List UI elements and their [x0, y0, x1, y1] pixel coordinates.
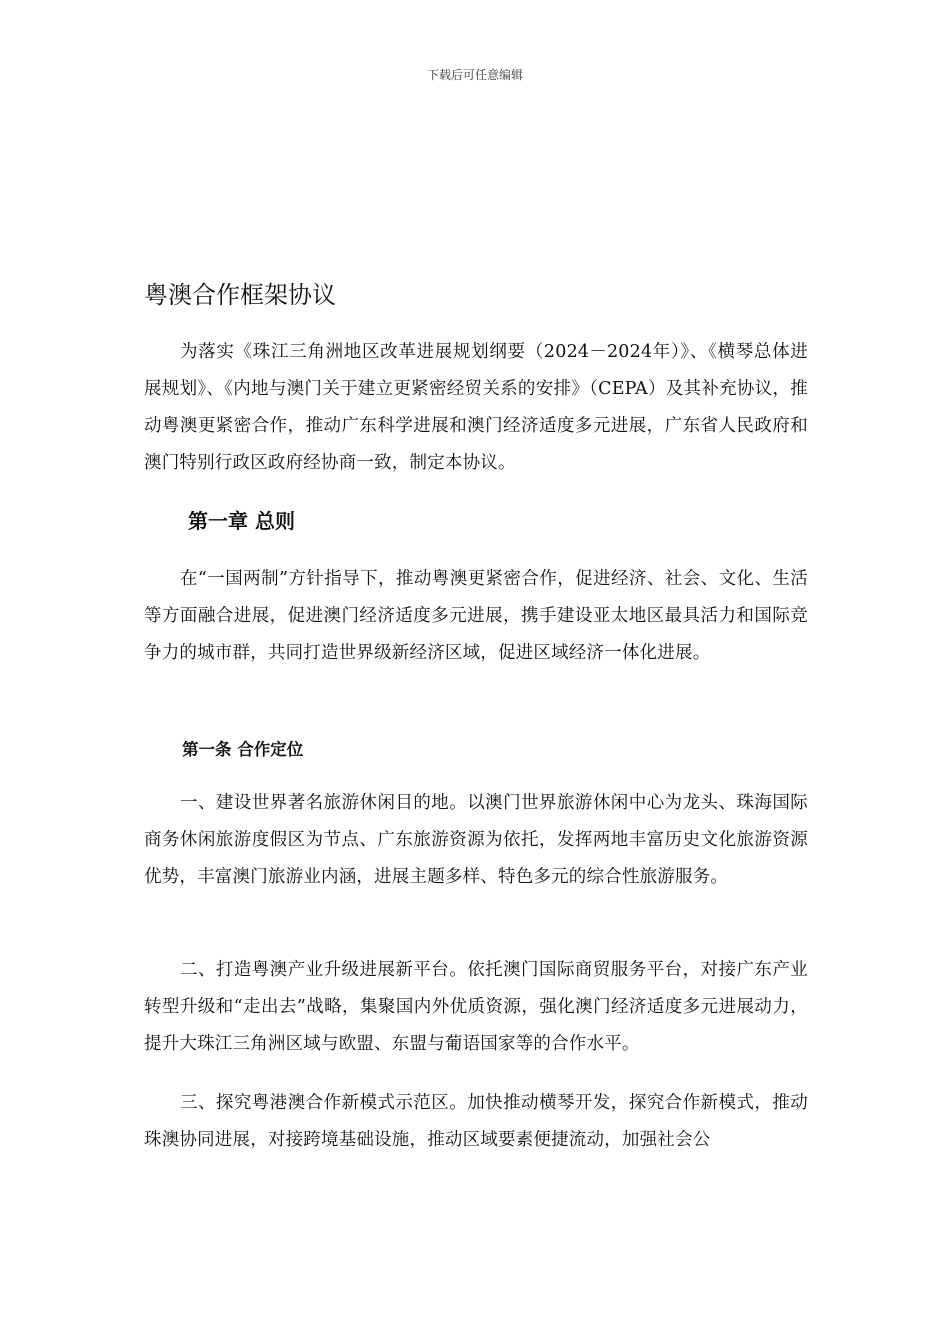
chapter-intro-paragraph: 在“一国两制”方针指导下，推动粤澳更紧密合作，促进经济、社会、文化、生活等方面融合进展，促进澳门经济适度多元进展，携手建设亚太地区最具活力和国际竞争力的城市群，共同打造世界级新经济区域，促进区域经济一体化进展。 — [144, 569, 808, 663]
document-title: 粤澳合作框架协议 — [144, 281, 336, 309]
article-heading: 第一条 合作定位 — [182, 740, 304, 759]
header-note: 下载后可任意编辑 — [426, 68, 523, 82]
chapter-heading: 第一章 总则 — [188, 509, 295, 533]
intro-paragraph: 为落实《珠江三角洲地区改革进展规划纲要（2024－2024年）》、《横琴总体进展规划》、《内地与澳门关于建立更紧密经贸关系的安排》（CEPA）及其补充协议，推动粤澳更紧密合作，推动广东科学进展和澳门经济适度多元进展，广东省人民政府和澳门特别行政区政府经协商一致，制定本协议。 — [144, 342, 808, 473]
list-item-cooperation: 三、探究粤港澳合作新模式示范区。加快推动横琴开发，探究合作新模式，推动珠澳协同进展，对接跨境基础设施，推动区域要素便捷流动，加强社会公 — [144, 1093, 808, 1150]
list-item-industry: 二、打造粤澳产业升级进展新平台。依托澳门国际商贸服务平台，对接广东产业转型升级和“走出去”战略，集聚国内外优质资源，强化澳门经济适度多元进展动力，提升大珠江三角洲区域与欧盟、东盟与葡语国家等的合作水平。 — [144, 960, 808, 1054]
list-item-tourism: 一、建设世界著名旅游休闲目的地。以澳门世界旅游休闲中心为龙头、珠海国际商务休闲旅游度假区为节点、广东旅游资源为依托，发挥两地丰富历史文化旅游资源优势，丰富澳门旅游业内涵，进展主题多样、特色多元的综合性旅游服务。 — [144, 793, 808, 887]
